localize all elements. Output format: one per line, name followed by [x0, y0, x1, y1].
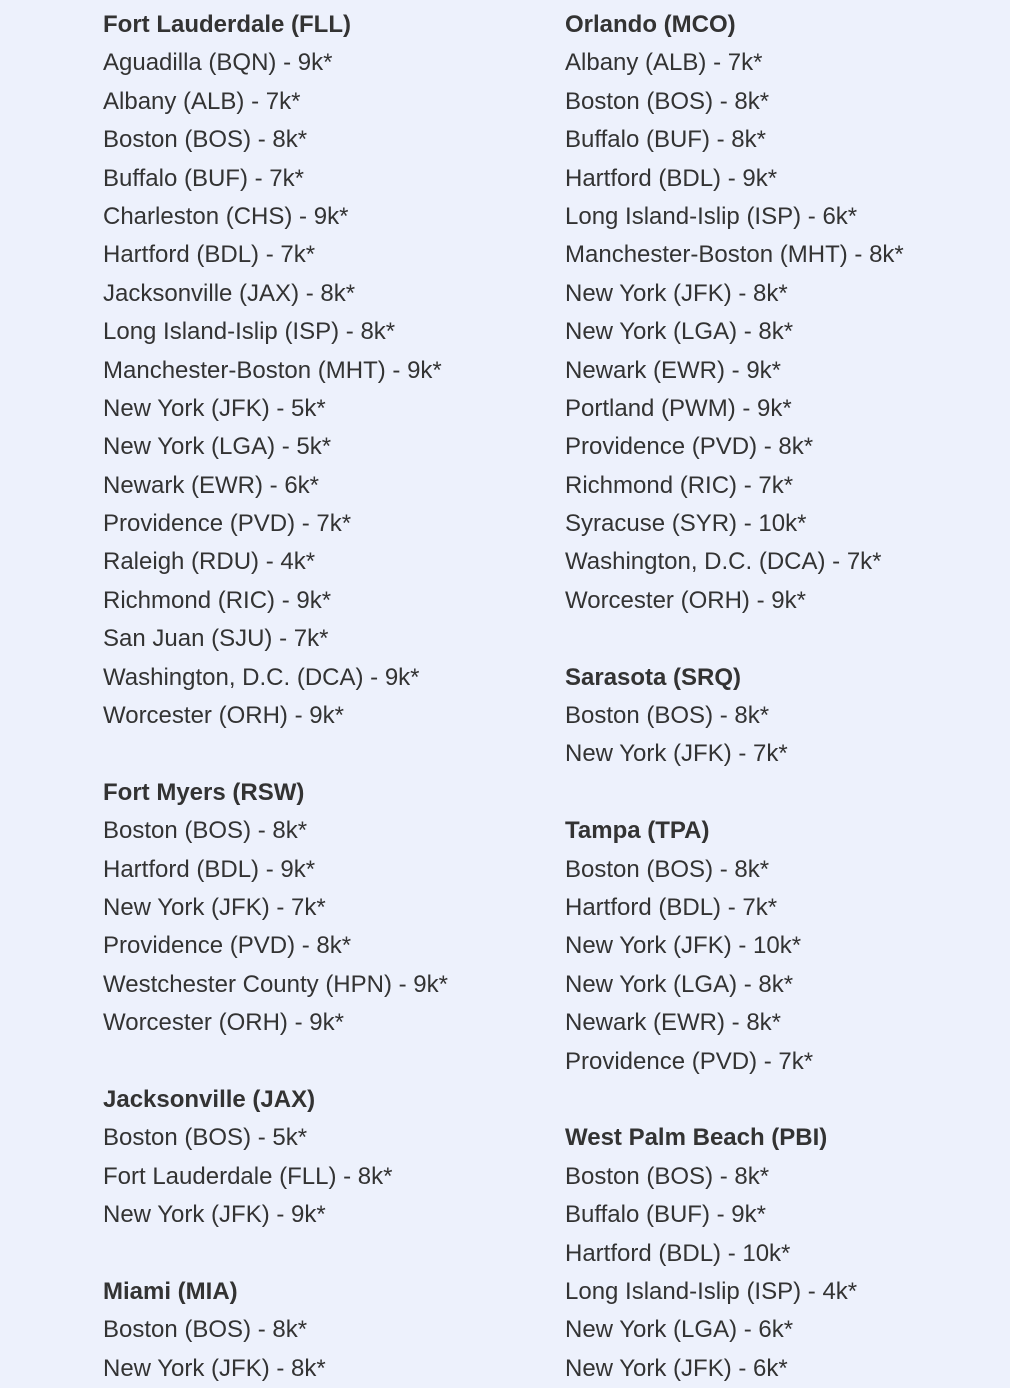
route-item: Boston (BOS) - 8k*: [103, 817, 308, 845]
origin-section-jacksonville-jax: [103, 1081, 543, 1235]
origin-section-fort-lauderdale-fll: [103, 6, 543, 735]
route-item: Hartford (BDL) - 7k*: [565, 893, 778, 921]
route-item: New York (LGA) - 8k*: [565, 318, 794, 346]
route-item: Boston (BOS) - 8k*: [565, 702, 770, 730]
route-item: New York (JFK) - 9k*: [103, 1201, 326, 1229]
route-item: New York (LGA) - 5k*: [103, 433, 332, 461]
route-list: [565, 697, 995, 774]
origin-heading: West Palm Beach (PBI): [565, 1124, 828, 1152]
route-item: Washington, D.C. (DCA) - 9k*: [103, 663, 420, 691]
route-item: Raleigh (RDU) - 4k*: [103, 548, 316, 576]
route-item: Jacksonville (JAX) - 8k*: [103, 279, 356, 307]
route-list: [103, 1311, 543, 1388]
origin-heading: Tampa (TPA): [565, 817, 710, 845]
origin-section-west-palm-beach-pbi: [565, 1119, 995, 1388]
route-item: San Juan (SJU) - 7k*: [103, 625, 329, 653]
origin-heading: Jacksonville (JAX): [103, 1085, 316, 1113]
origin-section-miami-mia: [103, 1273, 543, 1388]
origin-section-tampa-tpa: [565, 812, 995, 1081]
route-list: [103, 1119, 543, 1234]
route-list: [565, 44, 995, 620]
origin-heading: Orlando (MCO): [565, 11, 736, 38]
route-item: New York (JFK) - 10k*: [565, 932, 802, 960]
route-list: [565, 1158, 995, 1388]
route-item: Providence (PVD) - 7k*: [565, 1047, 814, 1075]
route-list: [565, 851, 995, 1081]
route-item: Worcester (ORH) - 9k*: [103, 702, 344, 730]
route-item: Providence (PVD) - 8k*: [565, 433, 814, 461]
route-item: Worcester (ORH) - 9k*: [103, 1009, 344, 1037]
route-item: Boston (BOS) - 8k*: [565, 855, 770, 883]
origin-heading: Fort Lauderdale (FLL): [103, 11, 351, 38]
route-item: Boston (BOS) - 8k*: [565, 87, 770, 115]
origin-section-orlando-mco: [565, 6, 995, 620]
route-item: Buffalo (BUF) - 7k*: [103, 164, 304, 192]
route-item: Hartford (BDL) - 10k*: [565, 1239, 791, 1267]
route-list: [103, 44, 543, 735]
route-item: New York (LGA) - 8k*: [565, 970, 794, 998]
route-item: Richmond (RIC) - 7k*: [565, 471, 794, 499]
route-item: New York (LGA) - 6k*: [565, 1316, 794, 1344]
route-item: New York (JFK) - 5k*: [103, 394, 326, 422]
route-item: Boston (BOS) - 8k*: [103, 1316, 308, 1344]
route-item: Buffalo (BUF) - 9k*: [565, 1201, 766, 1229]
route-item: Newark (EWR) - 6k*: [103, 471, 320, 499]
origin-section-fort-myers-rsw: [103, 774, 543, 1043]
right-column: [565, 6, 995, 1388]
route-item: Long Island-Islip (ISP) - 4k*: [565, 1277, 858, 1305]
origin-heading: Sarasota (SRQ): [565, 663, 742, 691]
route-item: Hartford (BDL) - 9k*: [565, 164, 778, 192]
route-item: Westchester County (HPN) - 9k*: [103, 970, 448, 998]
route-item: New York (JFK) - 8k*: [103, 1354, 326, 1382]
route-item: Albany (ALB) - 7k*: [103, 87, 301, 115]
route-item: Boston (BOS) - 8k*: [103, 126, 308, 154]
route-item: Newark (EWR) - 9k*: [565, 356, 782, 384]
route-item: Boston (BOS) - 5k*: [103, 1124, 308, 1152]
route-list: [103, 812, 543, 1042]
route-item: Newark (EWR) - 8k*: [565, 1009, 782, 1037]
route-item: Long Island-Islip (ISP) - 8k*: [103, 318, 396, 346]
route-item: Portland (PWM) - 9k*: [565, 394, 792, 422]
route-item: New York (JFK) - 6k*: [565, 1354, 788, 1382]
route-item: Manchester-Boston (MHT) - 8k*: [565, 241, 904, 269]
left-column: [103, 6, 543, 1388]
route-item: New York (JFK) - 8k*: [565, 279, 788, 307]
route-item: Boston (BOS) - 8k*: [565, 1162, 770, 1190]
route-item: Hartford (BDL) - 9k*: [103, 855, 316, 883]
route-item: Providence (PVD) - 8k*: [103, 932, 352, 960]
route-item: Fort Lauderdale (FLL) - 8k*: [103, 1162, 393, 1190]
route-item: Aguadilla (BQN) - 9k*: [103, 49, 333, 77]
route-item: Worcester (ORH) - 9k*: [565, 586, 806, 614]
route-item: Hartford (BDL) - 7k*: [103, 241, 316, 269]
route-item: New York (JFK) - 7k*: [565, 740, 788, 768]
origin-heading: Miami (MIA): [103, 1277, 238, 1305]
route-item: Providence (PVD) - 7k*: [103, 510, 352, 538]
route-item: Richmond (RIC) - 9k*: [103, 586, 332, 614]
route-item: Charleston (CHS) - 9k*: [103, 202, 349, 230]
route-item: New York (JFK) - 7k*: [103, 893, 326, 921]
route-item: Syracuse (SYR) - 10k*: [565, 510, 807, 538]
route-item: Buffalo (BUF) - 8k*: [565, 126, 766, 154]
origin-section-sarasota-srq: [565, 659, 995, 774]
route-item: Long Island-Islip (ISP) - 6k*: [565, 202, 858, 230]
route-item: Washington, D.C. (DCA) - 7k*: [565, 548, 882, 576]
origin-heading: Fort Myers (RSW): [103, 778, 305, 806]
route-item: Manchester-Boston (MHT) - 9k*: [103, 356, 442, 384]
route-item: Albany (ALB) - 7k*: [565, 49, 763, 77]
